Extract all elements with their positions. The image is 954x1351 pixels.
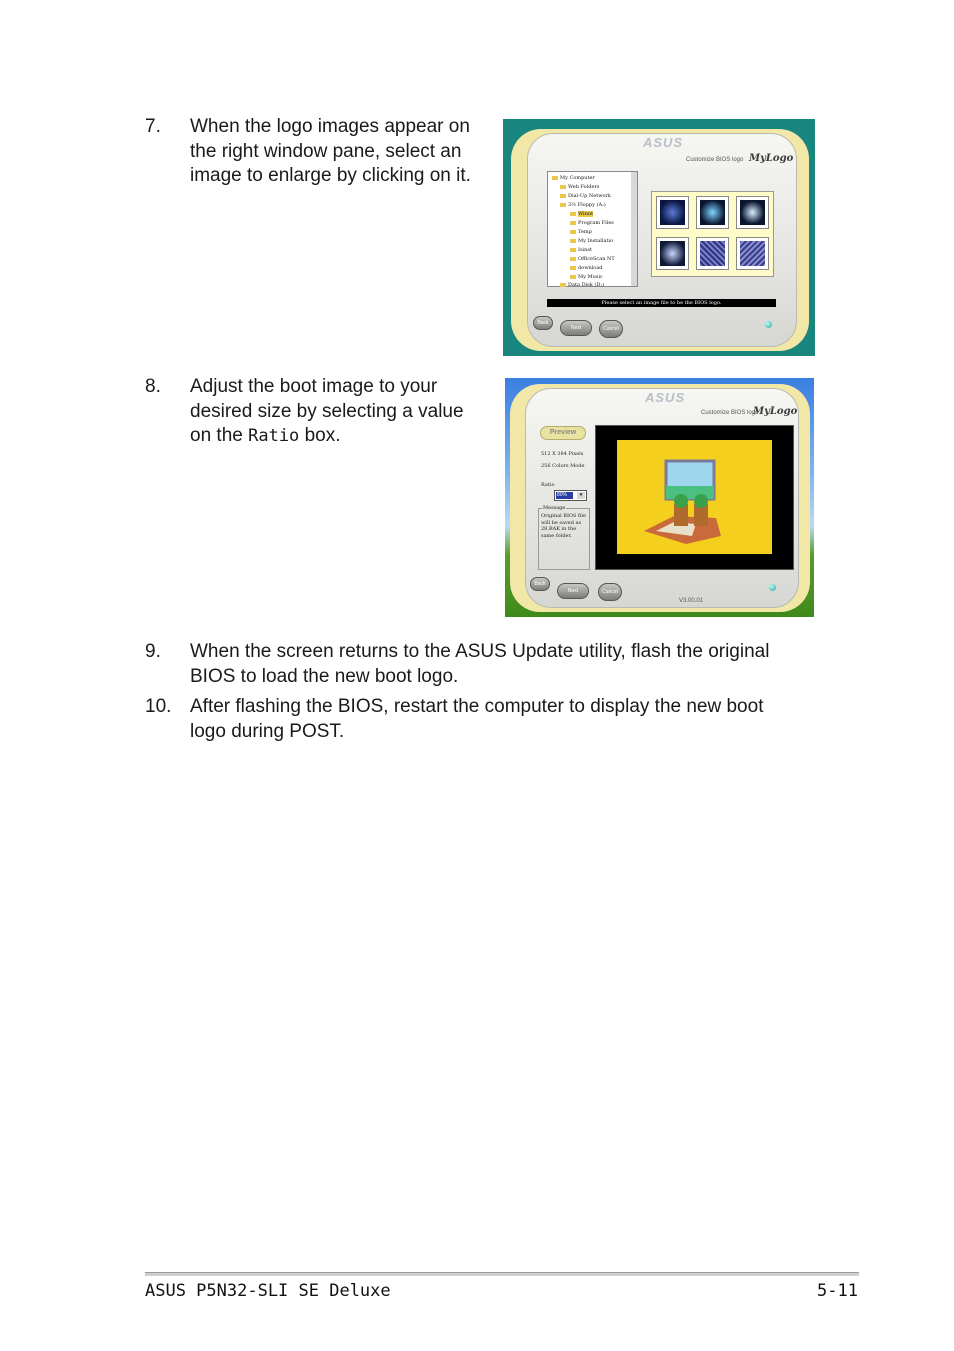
ratio-selected-value: 80% bbox=[556, 492, 573, 499]
version-label: V3.00.01 bbox=[679, 598, 704, 604]
folder-icon bbox=[570, 248, 576, 252]
folder-icon bbox=[570, 212, 576, 216]
thumbnail-image[interactable] bbox=[656, 196, 689, 229]
message-box bbox=[538, 505, 590, 570]
footer-rule bbox=[145, 1272, 859, 1276]
step-text bbox=[190, 640, 769, 689]
tree-item[interactable]: Isinst bbox=[570, 247, 592, 253]
cancel-button[interactable]: Cancel bbox=[598, 583, 622, 601]
step-line: logo during POST. bbox=[190, 720, 345, 742]
step-number: 10. bbox=[145, 696, 172, 717]
mylogo-logo: MyLogo bbox=[749, 153, 794, 164]
footer-page-number: 5-11 bbox=[817, 1281, 858, 1301]
preview-button[interactable]: Preview bbox=[540, 426, 586, 440]
folder-icon bbox=[560, 283, 566, 287]
folder-tree[interactable] bbox=[547, 171, 638, 287]
asus-logo: ASUS bbox=[643, 135, 684, 150]
footer-product-name: ASUS P5N32-SLI SE Deluxe bbox=[145, 1281, 391, 1301]
window-subtitle: Customize BIOS logo bbox=[701, 410, 759, 416]
step-line: desired size by selecting a value bbox=[190, 400, 464, 422]
tree-item[interactable]: Dial-Up Network bbox=[560, 193, 611, 199]
step-text bbox=[190, 695, 763, 744]
image-colors: 256 Colors Mode bbox=[541, 463, 585, 469]
tree-item[interactable]: Temp bbox=[570, 229, 592, 235]
tree-item[interactable]: download bbox=[570, 265, 603, 271]
step-line: When the screen returns to the ASUS Update utility, flash the original bbox=[190, 641, 770, 662]
asus-logo: ASUS bbox=[645, 390, 686, 405]
thumbnail-image[interactable] bbox=[736, 237, 769, 270]
tree-item[interactable]: My Computer bbox=[552, 175, 595, 181]
next-button[interactable]: Next bbox=[560, 320, 592, 336]
step-line: After flashing the BIOS, restart the computer to display the new boot bbox=[190, 696, 764, 717]
folder-icon bbox=[552, 176, 558, 180]
folder-icon bbox=[570, 266, 576, 270]
step-7 bbox=[145, 115, 495, 195]
tree-item[interactable]: Program Files bbox=[570, 220, 614, 226]
thumbnail-image[interactable] bbox=[656, 237, 689, 270]
mylogo-preview-screenshot bbox=[505, 378, 814, 617]
step-line: Adjust the boot image to your bbox=[190, 376, 438, 397]
folder-icon bbox=[570, 221, 576, 225]
message-text: Original BIOS file will be saved as 28.BAK in the same folder. bbox=[541, 513, 586, 539]
folder-icon bbox=[560, 203, 566, 207]
folder-icon bbox=[560, 194, 566, 198]
step-line: When the logo images appear on bbox=[190, 116, 470, 137]
boot-logo-preview bbox=[596, 426, 793, 569]
ratio-term: Ratio bbox=[248, 426, 300, 446]
step-line: on the Ratio box. bbox=[190, 425, 341, 446]
folder-icon bbox=[570, 257, 576, 261]
ratio-select[interactable] bbox=[554, 490, 587, 501]
thumbnail-image[interactable] bbox=[696, 196, 729, 229]
tree-item[interactable]: 3½ Floppy (A:) bbox=[560, 202, 606, 208]
step-text bbox=[190, 115, 471, 189]
folder-icon bbox=[570, 239, 576, 243]
tree-item[interactable]: Web Folders bbox=[560, 184, 599, 190]
step-9 bbox=[145, 640, 845, 690]
tree-item[interactable]: Data Disk (D:) bbox=[560, 282, 604, 288]
step-number: 8. bbox=[145, 376, 161, 397]
ratio-label: Ratio bbox=[541, 482, 555, 488]
step-text bbox=[190, 375, 464, 449]
cancel-button[interactable]: Cancel bbox=[599, 320, 623, 338]
tree-scrollbar[interactable] bbox=[631, 172, 637, 286]
step-10 bbox=[145, 695, 845, 745]
thumbnail-image[interactable] bbox=[696, 237, 729, 270]
step-8 bbox=[145, 375, 495, 455]
thumbnail-image[interactable] bbox=[736, 196, 769, 229]
chevron-down-icon[interactable]: ▾ bbox=[577, 492, 585, 499]
status-bar: Please select an image file to be the BIOS logo. bbox=[547, 299, 776, 307]
tree-item[interactable]: OfficeScan NT bbox=[570, 256, 615, 262]
folder-icon bbox=[570, 230, 576, 234]
window-subtitle: Customize BIOS logo bbox=[686, 157, 744, 163]
step-line: the right window pane, select an bbox=[190, 140, 462, 162]
back-button[interactable]: Back bbox=[530, 577, 550, 591]
step-number: 7. bbox=[145, 116, 161, 137]
next-button[interactable]: Next bbox=[557, 583, 589, 599]
step-line: BIOS to load the new boot logo. bbox=[190, 665, 459, 687]
step-line: image to enlarge by clicking on it. bbox=[190, 165, 471, 186]
mylogo-file-select-screenshot bbox=[503, 119, 815, 356]
tree-item[interactable]: My Music bbox=[570, 274, 603, 280]
status-indicator-icon bbox=[769, 584, 776, 591]
tree-item-selected[interactable]: Winnt bbox=[570, 211, 593, 217]
back-button[interactable]: Back bbox=[533, 316, 553, 330]
step-number: 9. bbox=[145, 641, 161, 662]
folder-icon bbox=[570, 275, 576, 279]
folder-icon bbox=[560, 185, 566, 189]
image-preview bbox=[595, 425, 794, 570]
thumbnail-pane bbox=[651, 191, 774, 277]
status-indicator-icon bbox=[765, 321, 772, 328]
mylogo-logo: MyLogo bbox=[753, 406, 798, 417]
image-pixels: 512 X 384 Pixels bbox=[541, 451, 584, 457]
message-label: Message bbox=[543, 505, 566, 511]
tree-item[interactable]: My Installatio bbox=[570, 238, 613, 244]
